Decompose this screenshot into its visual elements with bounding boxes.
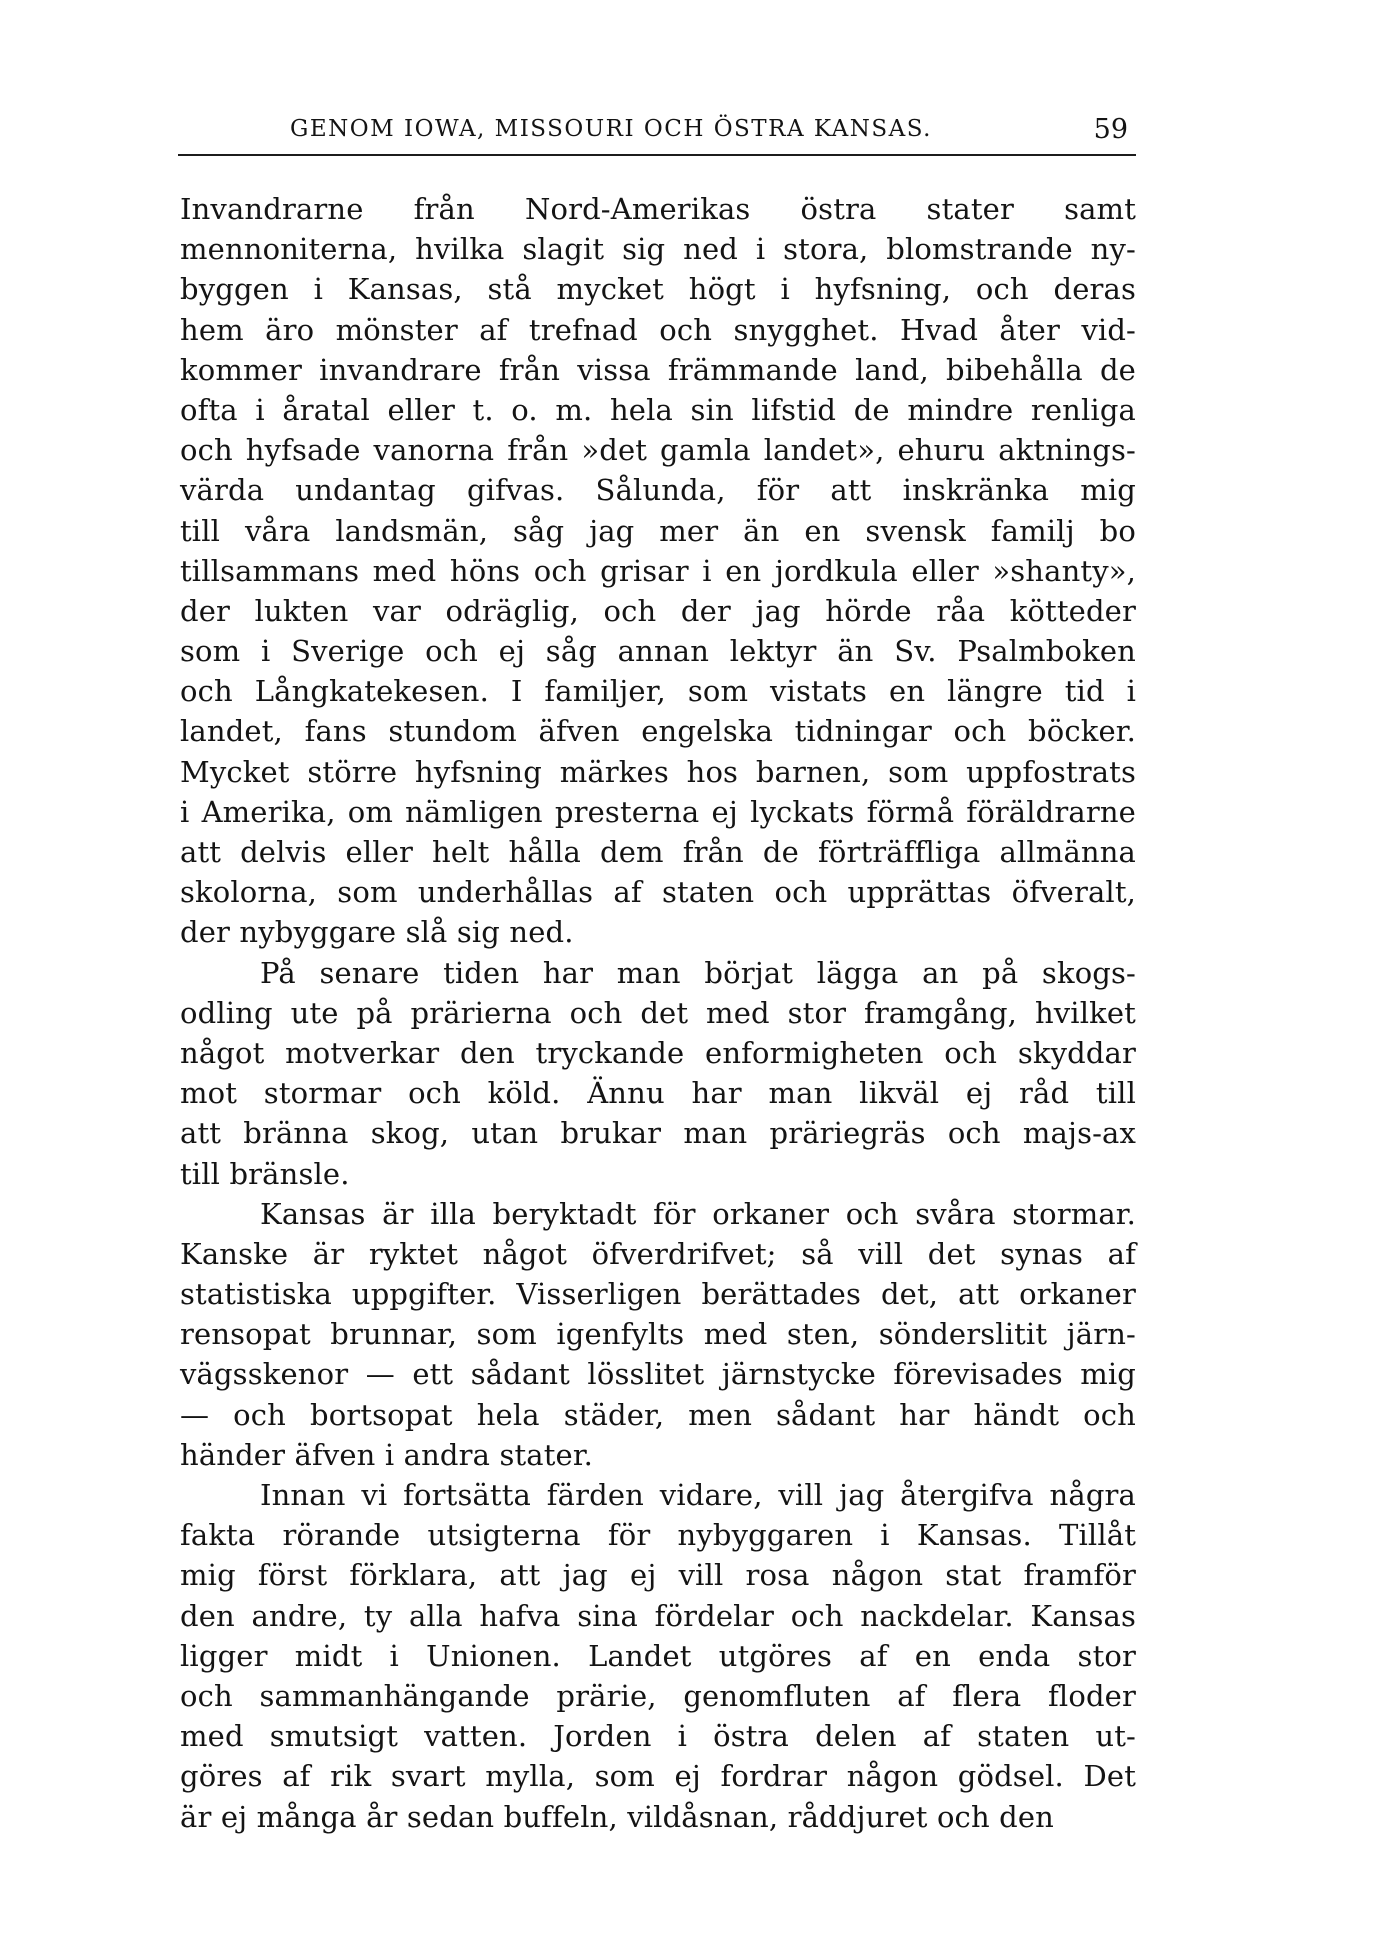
text-line: Invandrarne från Nord-Amerikas östra stater samt xyxy=(180,192,1136,226)
text-line: der lukten var odräglig, och der jag hörde råa kötteder xyxy=(180,593,1136,628)
text-line: är ej många år sedan buffeln, vildåsnan, råddjuret och den xyxy=(180,1799,1054,1834)
text-line: något motverkar den tryckande enformigheten och skyddar xyxy=(180,1035,1136,1070)
text-line: odling ute på prärierna och det med stor framgång, hvilket xyxy=(180,995,1136,1030)
text-line: som i Sverige och ej såg annan lektyr än Sv. Psalmboken xyxy=(180,634,1136,669)
text-line: statistiska uppgifter. Visserligen berättades det, att orkaner xyxy=(180,1277,1136,1312)
text-line: till våra landsmän, såg jag mer än en svensk familj bo xyxy=(180,513,1136,548)
header-rule xyxy=(178,154,1136,156)
text-line: tillsammans med höns och grisar i en jordkula eller »shanty», xyxy=(180,553,1136,588)
text-line: ligger midt i Unionen. Landet utgöres af en enda stor xyxy=(180,1638,1136,1673)
text-line: värda undantag gifvas. Sålunda, för att inskränka mig xyxy=(180,473,1136,508)
text-line: händer äfven i andra stater. xyxy=(180,1437,594,1472)
text-line: hem äro mönster af trefnad och snygghet. Hvad åter vid- xyxy=(180,312,1136,347)
text-line: der nybyggare slå sig ned. xyxy=(180,915,574,950)
running-header xyxy=(178,112,1136,156)
text-line: göres af rik svart mylla, som ej fordrar någon gödsel. Det xyxy=(180,1759,1136,1794)
paragraph xyxy=(180,189,1136,953)
text-line: På senare tiden har man börjat lägga an på skogs- xyxy=(260,955,1136,990)
text-line: rensopat brunnar, som igenfylts med sten, sönderslitit järn- xyxy=(180,1317,1136,1352)
text-line: och hyfsade vanorna från »det gamla landet», ehuru aktnings- xyxy=(180,433,1136,468)
text-line: mig först förklara, att jag ej vill rosa någon stat framför xyxy=(180,1558,1136,1593)
text-line: — och bortsopat hela städer, men sådant har händt och xyxy=(180,1397,1136,1432)
text-line: och Långkatekesen. I familjer, som vistats en längre tid i xyxy=(180,674,1136,709)
text-line: ofta i åratal eller t. o. m. hela sin lifstid de mindre renliga xyxy=(180,392,1136,427)
text-line: mot stormar och köld. Ännu har man likväl ej råd till xyxy=(180,1076,1136,1111)
text-line: skolorna, som underhållas af staten och upprättas öfveralt, xyxy=(180,875,1136,910)
paragraph xyxy=(180,1475,1136,1837)
text-line: att delvis eller helt hålla dem från de förträffliga allmänna xyxy=(180,835,1136,869)
text-line: byggen i Kansas, stå mycket högt i hyfsning, och deras xyxy=(180,272,1136,307)
text-line: att bränna skog, utan brukar man präriegräs och majs-ax xyxy=(180,1116,1136,1151)
text-line: vägsskenor — ett sådant lösslitet järnstycke förevisades mig xyxy=(180,1357,1136,1392)
running-title: GENOM IOWA, MISSOURI OCH ÖSTRA KANSAS. xyxy=(290,116,932,142)
text-line: i Amerika, om nämligen presterna ej lyckats förmå föräldrarne xyxy=(180,794,1136,829)
text-line: och sammanhängande prärie, genomfluten af flera floder xyxy=(180,1678,1136,1713)
page-number: 59 xyxy=(1093,114,1128,145)
text-line: fakta rörande utsigterna för nybyggaren i Kansas. Tillåt xyxy=(180,1518,1136,1553)
text-line: Innan vi fortsätta färden vidare, vill jag återgifva några xyxy=(260,1478,1136,1512)
body-text xyxy=(180,189,1136,1837)
text-line: mennoniterna, hvilka slagit sig ned i stora, blomstrande ny- xyxy=(180,232,1136,267)
text-line: Mycket större hyfsning märkes hos barnen, som uppfostrats xyxy=(180,754,1136,789)
paragraph xyxy=(180,1194,1136,1475)
text-line: till bränsle. xyxy=(180,1156,350,1191)
text-line: kommer invandrare från vissa främmande land, bibehålla de xyxy=(180,352,1136,387)
text-line: Kanske är ryktet något öfverdrifvet; så vill det synas af xyxy=(180,1236,1136,1271)
text-line: med smutsigt vatten. Jorden i östra delen af staten ut- xyxy=(180,1719,1136,1754)
text-line: Kansas är illa beryktadt för orkaner och svåra stormar. xyxy=(260,1196,1136,1231)
text-line: landet, fans stundom äfven engelska tidningar och böcker. xyxy=(180,714,1136,749)
text-line: den andre, ty alla hafva sina fördelar och nackdelar. Kansas xyxy=(180,1598,1136,1633)
paragraph xyxy=(180,953,1136,1194)
